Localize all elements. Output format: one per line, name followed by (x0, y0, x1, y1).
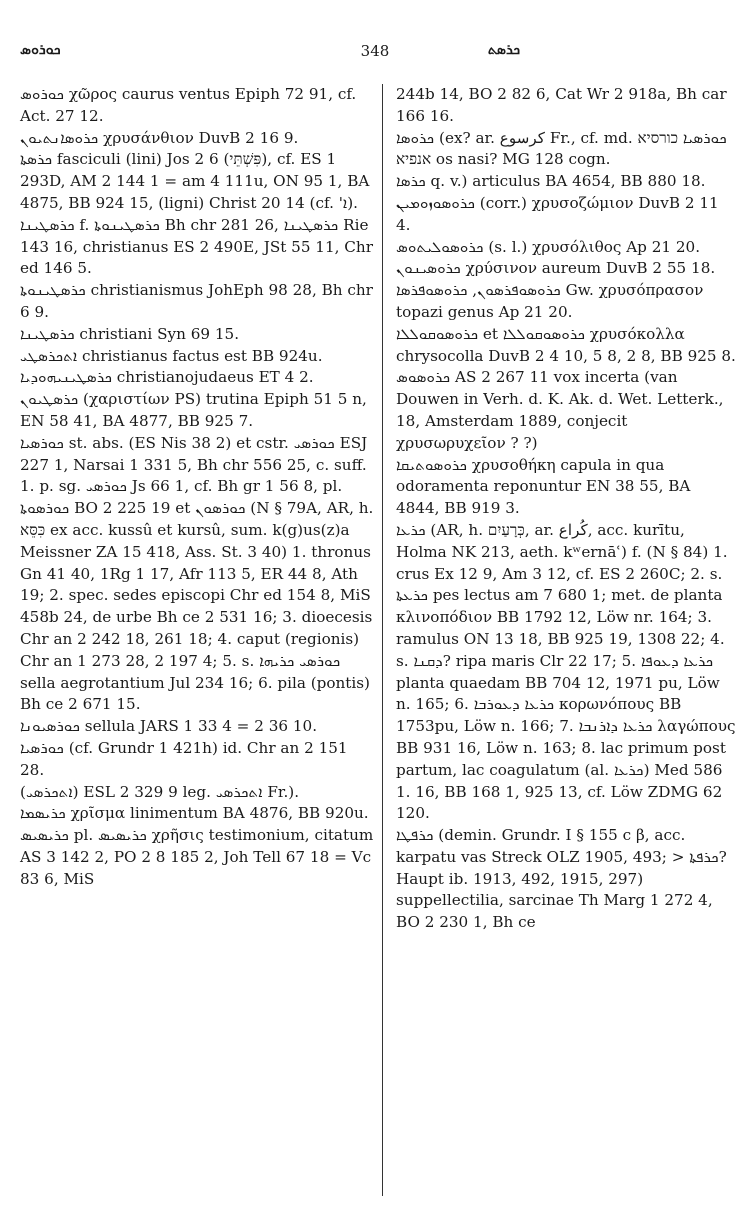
dictionary-entry: 244b 14, BO 2 82 6, Cat Wr 2 918a, Bh car 166 16. (396, 85, 727, 125)
dictionary-entry: ܟܪܣܛܝܘܢ (χαριστίων PS) trutina Epiph 51 5 n, EN 58 41, BA 4877, BB 925 7. (20, 390, 367, 430)
dictionary-entry: ܟܪܘܣܘܣ AS 2 267 11 vox incerta (van Douwen in Verh. d. K. Ak. d. Wet. Letterk., 18, Amsterdam 1889, conjecit χρυσωρυχεῖον ? ?) (396, 368, 724, 452)
dictionary-entry: ܟܘܪܣܝܘܢܐ sellula JARS 1 33 4 = 2 36 10. (20, 717, 318, 736)
dictionary-entry: ܟܪܣܐ q. v.) articulus BA 4654, BB 880 18. (396, 172, 706, 191)
dictionary-entry: ܟܘܪܘܣ χῶρος caurus ventus Epiph 72 91, cf. Act. 27 12. (20, 85, 357, 125)
dictionary-entry: ܟܪܘܣܘܬܝܩܐ χρυσοθήκη capula in qua odoramenta reponuntur EN 38 55, BA 4844, BB 919 3. (396, 455, 691, 518)
page-number: 348 (360, 42, 390, 60)
dictionary-entry: ܟܪܣܛܝܢܝܗܘܕܝܐ christianojudaeus ET 4 2. (20, 368, 314, 387)
left-column (20, 84, 375, 890)
dictionary-entry: ܟܪܣܛܝܢܐ f. ܟܪܣܛܝܢܘܬܐ Bh chr 281 26, ܟܪܣܛܝܢܐ Rie 143 16, christianus ES 2 490E, JSt 55 11, Chr ed 146 5. (20, 215, 373, 278)
dictionary-entry: ܟܘܪܣܝܐ st. abs. (ES Nis 38 2) et cstr. ܟܘܪܣܝ ESJ 227 1, Narsai 1 331 5, Bh chr 556 25, c. suff. 1. p. sg. ܟܘܪܣܝ Js 66 1, cf. Bh gr 1 56 8, pl. ܟܘܪܣܘܬܐ BO 2 225 19 et ܟܘܪܣܘܢ (N § 79A, AR, h. כִּסֵּא ex acc. kussû et kursû, sum. k(g)us(z)a Meissner ZA 15 418, Ass. St. 3 40) 1. thronus Gn 41 40, 1Rg 1 17, Afr 113 5, ER 44 8, Ath 19; 2. spec. sedes episcopi Chr ed 154 8, MiS 458b 24, de urbe Bh ce 2 531 16; 3. dioecesis Chr an 2 242 18, 261 18; 4. caput (regionis) Chr an 1 273 28, 2 197 4; 5. s. ܟܘܪܣܝ ܟܪܝܗܐ sella aegrotantium Jul 234 16; 6. pila (pontis) Bh ce 2 671 15. (20, 433, 374, 714)
header-left-word: ܟܘܪܘܣ (20, 42, 61, 58)
dictionary-entry: ܟܪܥܐ (AR, h. כְּרָעַיִם, ar. كُراع, acc. kurītu, Holma NK 213, aeth. kʷernāʿ) f. (N § 84) 1. crus Ex 12 9, Am 3 12, cf. ES 2 260C; 2. s. ܟܪܥܬܐ pes lectus am 7 680 1; met. de planta κλινοπόδιον BB 1792 12, Löw nr. 164; 3. ramulus ON 13 18, BB 925 19, 1308 22; 4. s. ܕܩܢܐ? ripa maris Clr 22 17; 5. ܟܪܥܐ ܕܥܘܦܐ planta quaedam BB 704 12, 1971 pu, Löw n. 165; 6. ܟܪܥܐ ܕܥܘܪܒܐ κορωνόπους BB 1753pu, Löw n. 166; 7. ܟܪܥܐ ܕܐܪܢܒܐ λαγώπους BB 931 16, Löw n. 163; 8. lac primum post partum, lac coagulatum (al. ܟܪܥܐ) Med 586 1. 16, BB 168 1, 925 13, cf. Löw ZDMG 62 120. (396, 520, 736, 823)
dictionary-entry: ܟܪܘܣܘܩܘܠܠܐ et ܟܪܘܣܘܩܘܠܠܐ χρυσόκολλα chrysocolla DuvB 2 4 10, 5 8, 2 8, BB 925 8. (396, 324, 736, 365)
right-column (396, 84, 736, 934)
dictionary-entry: ܟܘܪܣܝܐ (cf. Grundr 1 421h) id. Chr an 2 151 28. (20, 738, 348, 779)
dictionary-entry: ܟܪܣܬܐ fasciculi (lini) Jos 2 6 (פִּשְׁתֵּי), cf. ES 1 293D, AM 2 144 1 = am 4 111u, ON 95 1, BA 4875, BB 924 15, (ligni) Christ 20 14 (cf. 'ܐ). (20, 150, 370, 212)
header-right-word: ܟܪܣܬ (487, 42, 520, 58)
dictionary-entry: ܐܬܟܪܣܛܝ christianus factus est BB 924u. (20, 346, 323, 365)
dictionary-entry: ܟܪܘܣܐ (ex? ar. كرسوع Fr., cf. md. ܟܘܪܣܝܐ כורסיא אנפיא os nasi? MG 128 cogn. (396, 128, 727, 169)
dictionary-entry: ܟܪܘܣܐܢܬܝܘܢ χρυσάνθιον DuvB 2 16 9. (20, 128, 299, 147)
dictionary-entry: ܟܪܘܣܝܢܘܢ χρύσινον aureum DuvB 2 55 18. (396, 259, 716, 278)
dictionary-entry: ܟܪܘܣܘܠܝܬܘܣ (s. l.) χρυσόλιθος Ap 21 20. (396, 237, 701, 256)
column-divider (382, 84, 383, 1196)
dictionary-entry: ܟܪܣܛܝܢܐ christiani Syn 69 15. (20, 324, 240, 343)
dictionary-entry: ܟܪܝܣܝܣ pl. ܟܪܝܣܝܣ χρῆσις testimonium, citatum AS 3 142 2, PO 2 8 185 2, Joh Tell 67 18 = Vc 83 6, MiS (20, 826, 374, 888)
dictionary-entry: ܟܪܣܛܝܢܘܬܐ christianismus JohEph 98 28, Bh chr 6 9. (20, 281, 373, 321)
dictionary-entry: ܟܪܦܛܐ (demin. Grundr. I § 155 c β, acc. karpatu vas Streck OLZ 1905, 493; > ܟܪܦܬܐ? Haupt ib. 1913, 492, 1915, 297) suppellectilia, sarcinae Th Marg 1 272 4, BO 2 230 1, Bh ce (396, 826, 727, 932)
dictionary-entry: (ܐܬܟܪܣܝ) ESL 2 329 9 leg. ܐܬܟܪܣܝ Fr.). (20, 782, 300, 801)
dictionary-entry: ܟܪܘܣܘܙܘܡܝܢ (corr.) χρυσοζώμιον DuvB 2 11 4. (396, 193, 719, 234)
dictionary-entry: ܟܪܘܣܘܦܪܣܘܢ, ܟܪܘܣܘܦܪܣܐ Gw. χρυσόπρασον topazi genus Ap 21 20. (396, 281, 704, 321)
running-header (0, 42, 750, 66)
dictionary-entry: ܟܪܝܣܡܐ χρῖσμα linimentum BA 4876, BB 920u. (20, 804, 369, 823)
